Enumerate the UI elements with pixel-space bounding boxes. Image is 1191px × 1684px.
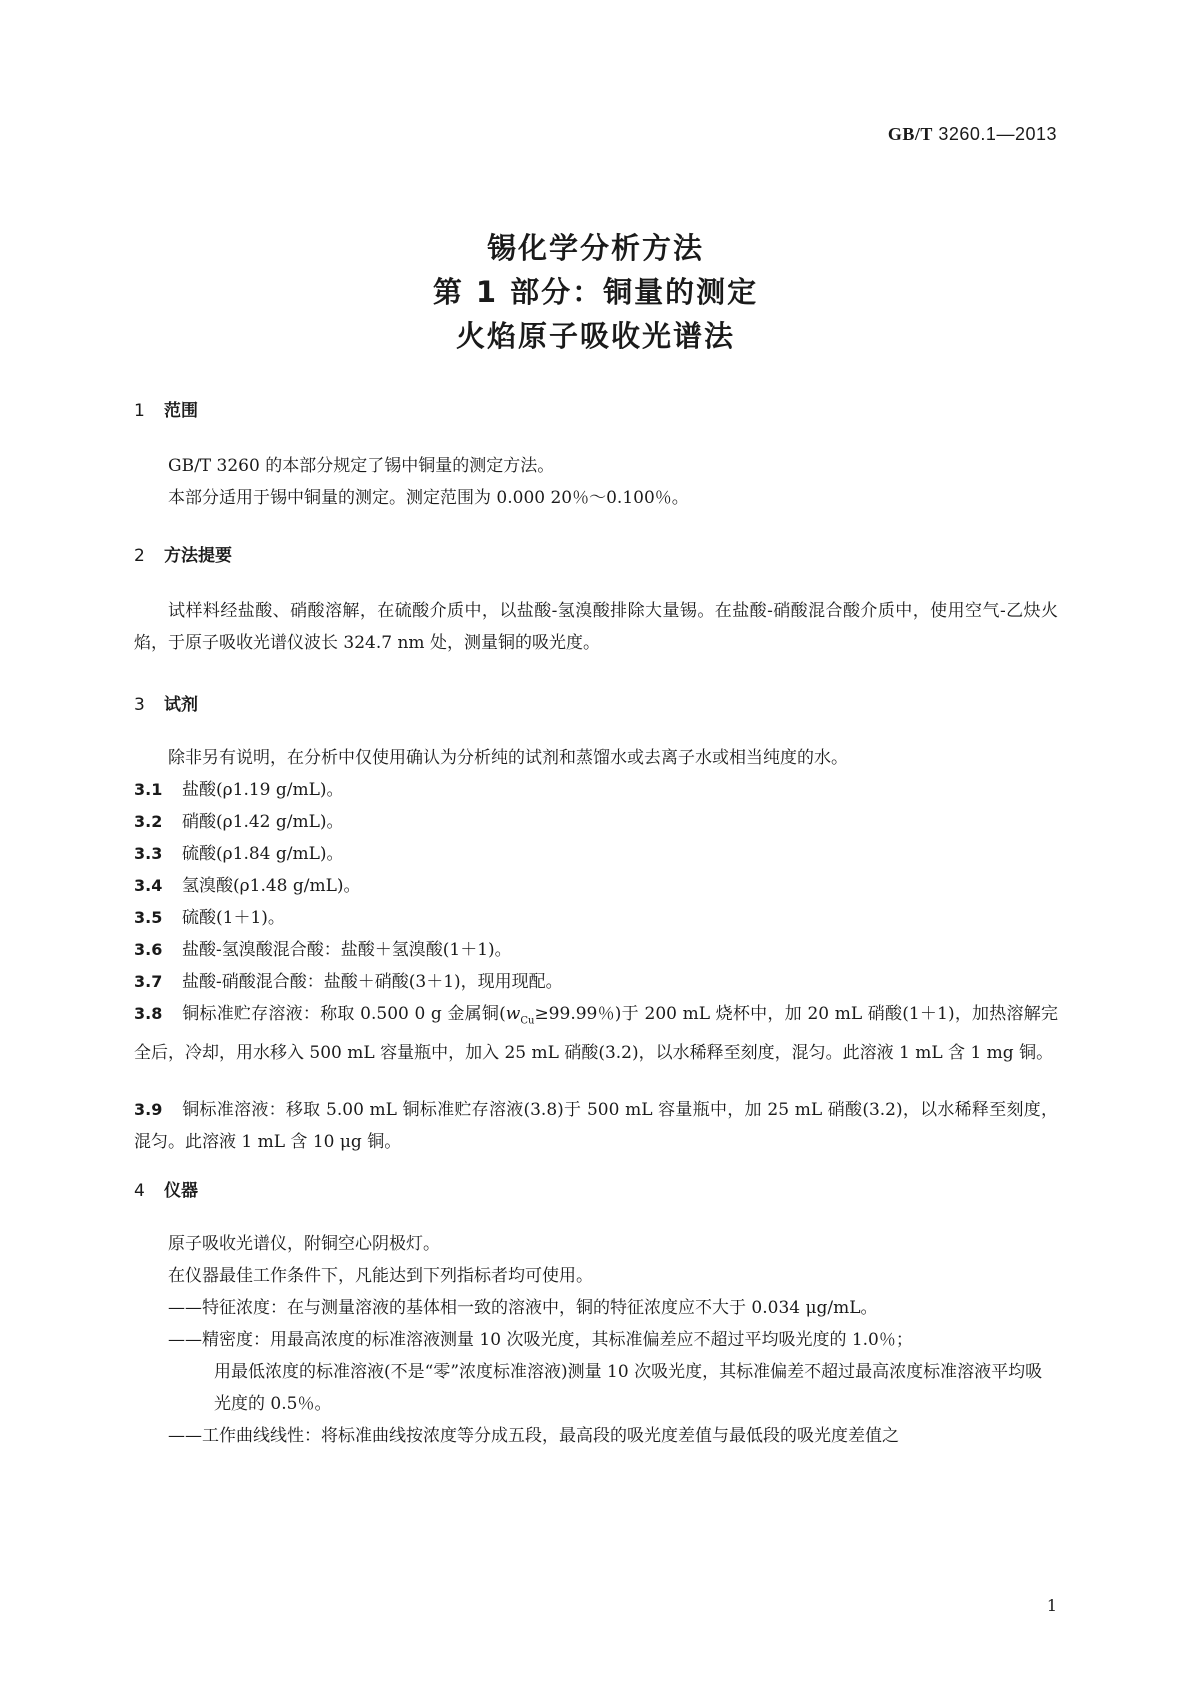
reagent-item-3-8	[134, 998, 1058, 1069]
section-4-paragraph-2: 在仪器最佳工作条件下，凡能达到下列指标者均可使用。	[168, 1266, 593, 1286]
standard-prefix: GB/T	[887, 124, 933, 144]
section-4-paragraph-1: 原子吸收光谱仪，附铜空心阴极灯。	[168, 1234, 440, 1254]
section-number: 4	[134, 1181, 145, 1201]
item-number: 3.8	[134, 1004, 163, 1023]
section-3-heading	[134, 690, 198, 715]
standard-code	[888, 124, 1057, 145]
section-2-heading	[134, 541, 232, 566]
section-1-paragraph-2: 本部分适用于锡中铜量的测定。测定范围为 0.000 20％～0.100％。	[168, 488, 689, 508]
reagent-item	[134, 902, 1058, 934]
item-number: 3.9	[134, 1100, 163, 1119]
item-number: 3.1	[134, 780, 163, 799]
item-text: 盐酸-氢溴酸混合酸：盐酸＋氢溴酸(1＋1)。	[182, 940, 512, 960]
reagent-item	[134, 870, 1058, 902]
section-1-paragraph-1: GB/T 3260 的本部分规定了锡中铜量的测定方法。	[168, 456, 555, 476]
title-line-2: 第 1 部分：铜量的测定	[432, 275, 759, 309]
reagent-item	[134, 966, 1058, 998]
item-number: 3.6	[134, 940, 163, 959]
item-number: 3.5	[134, 908, 163, 927]
item-number: 3.2	[134, 812, 163, 831]
item-text: 铜标准溶液：移取 5.00 mL 铜标准贮存溶液(3.8)于 500 mL 容量瓶中，加 25 mL 硝酸(3.2)，以水稀释至刻度，混匀。此溶液 1 mL 含 10 μg 铜。	[134, 1100, 1058, 1152]
item-number: 3.3	[134, 844, 163, 863]
requirement-item: ——工作曲线线性：将标准曲线按浓度等分成五段，最高段的吸光度差值与最低段的吸光度差值之	[168, 1426, 899, 1446]
item-text-part: ≥99.99％)于 200 mL 烧杯中，加 20 mL 硝酸(1＋1)，加热溶解完全后，冷却，用水移入 500 mL 容量瓶中，加入 25 mL 硝酸(3.2)，以水稀释至刻度，混匀。此溶液 1 mL 含 1 mg 铜。	[134, 1004, 1058, 1064]
title-line-1: 锡化学分析方法	[486, 231, 704, 265]
section-number: 1	[134, 401, 145, 421]
item-number: 3.4	[134, 876, 163, 895]
requirement-continuation: 用最低浓度的标准溶液(不是“零”浓度标准溶液)测量 10 次吸光度，其标准偏差不超过最高浓度标准溶液平均吸光度的 0.5％。	[214, 1362, 1043, 1414]
section-1-heading	[134, 396, 198, 421]
requirement-item: ——特征浓度：在与测量溶液的基体相一致的溶液中，铜的特征浓度应不大于 0.034 μg/mL。	[168, 1298, 878, 1318]
item-text: 氢溴酸(ρ1.48 g/mL)。	[182, 876, 361, 896]
reagent-item	[134, 934, 1058, 966]
reagent-item	[134, 806, 1058, 838]
reagent-item	[134, 838, 1058, 870]
section-title: 范围	[164, 401, 198, 421]
item-text: 硫酸(1＋1)。	[182, 908, 285, 928]
page-number: 1	[1046, 1596, 1057, 1615]
reagent-item	[134, 774, 1058, 806]
mass-fraction-subscript: Cu	[520, 1015, 535, 1027]
mass-fraction-symbol: w	[505, 1004, 521, 1024]
section-3-intro: 除非另有说明，在分析中仅使用确认为分析纯的试剂和蒸馏水或去离子水或相当纯度的水。	[168, 748, 848, 768]
title-line-3: 火焰原子吸收光谱法	[455, 319, 735, 353]
item-text: 硝酸(ρ1.42 g/mL)。	[182, 812, 344, 832]
section-number: 2	[134, 546, 145, 566]
section-title: 试剂	[164, 695, 198, 715]
item-text: 盐酸-硝酸混合酸：盐酸＋硝酸(3＋1)，现用现配。	[182, 972, 563, 992]
requirement-text: ——精密度：用最高浓度的标准溶液测量 10 次吸光度，其标准偏差应不超过平均吸光度的 1.0％；	[168, 1330, 913, 1350]
document-title	[0, 226, 1191, 358]
section-title: 仪器	[164, 1181, 198, 1201]
reagent-item-3-9	[134, 1094, 1058, 1158]
item-text: 盐酸(ρ1.19 g/mL)。	[182, 780, 344, 800]
section-2-paragraph: 试样料经盐酸、硝酸溶解，在硫酸介质中，以盐酸-氢溴酸排除大量锡。在盐酸-硝酸混合酸介质中，使用空气-乙炔火焰，于原子吸收光谱仪波长 324.7 nm 处，测量铜的吸光度。	[134, 601, 1058, 653]
item-text-part: 铜标准贮存溶液：称取 0.500 0 g 金属铜(	[182, 1004, 506, 1024]
standard-number: 3260.1—2013	[938, 124, 1057, 144]
section-4-heading	[134, 1176, 198, 1201]
item-text: 硫酸(ρ1.84 g/mL)。	[182, 844, 344, 864]
section-number: 3	[134, 695, 145, 715]
requirement-item	[168, 1324, 1058, 1420]
item-number: 3.7	[134, 972, 163, 991]
section-title: 方法提要	[164, 546, 232, 566]
